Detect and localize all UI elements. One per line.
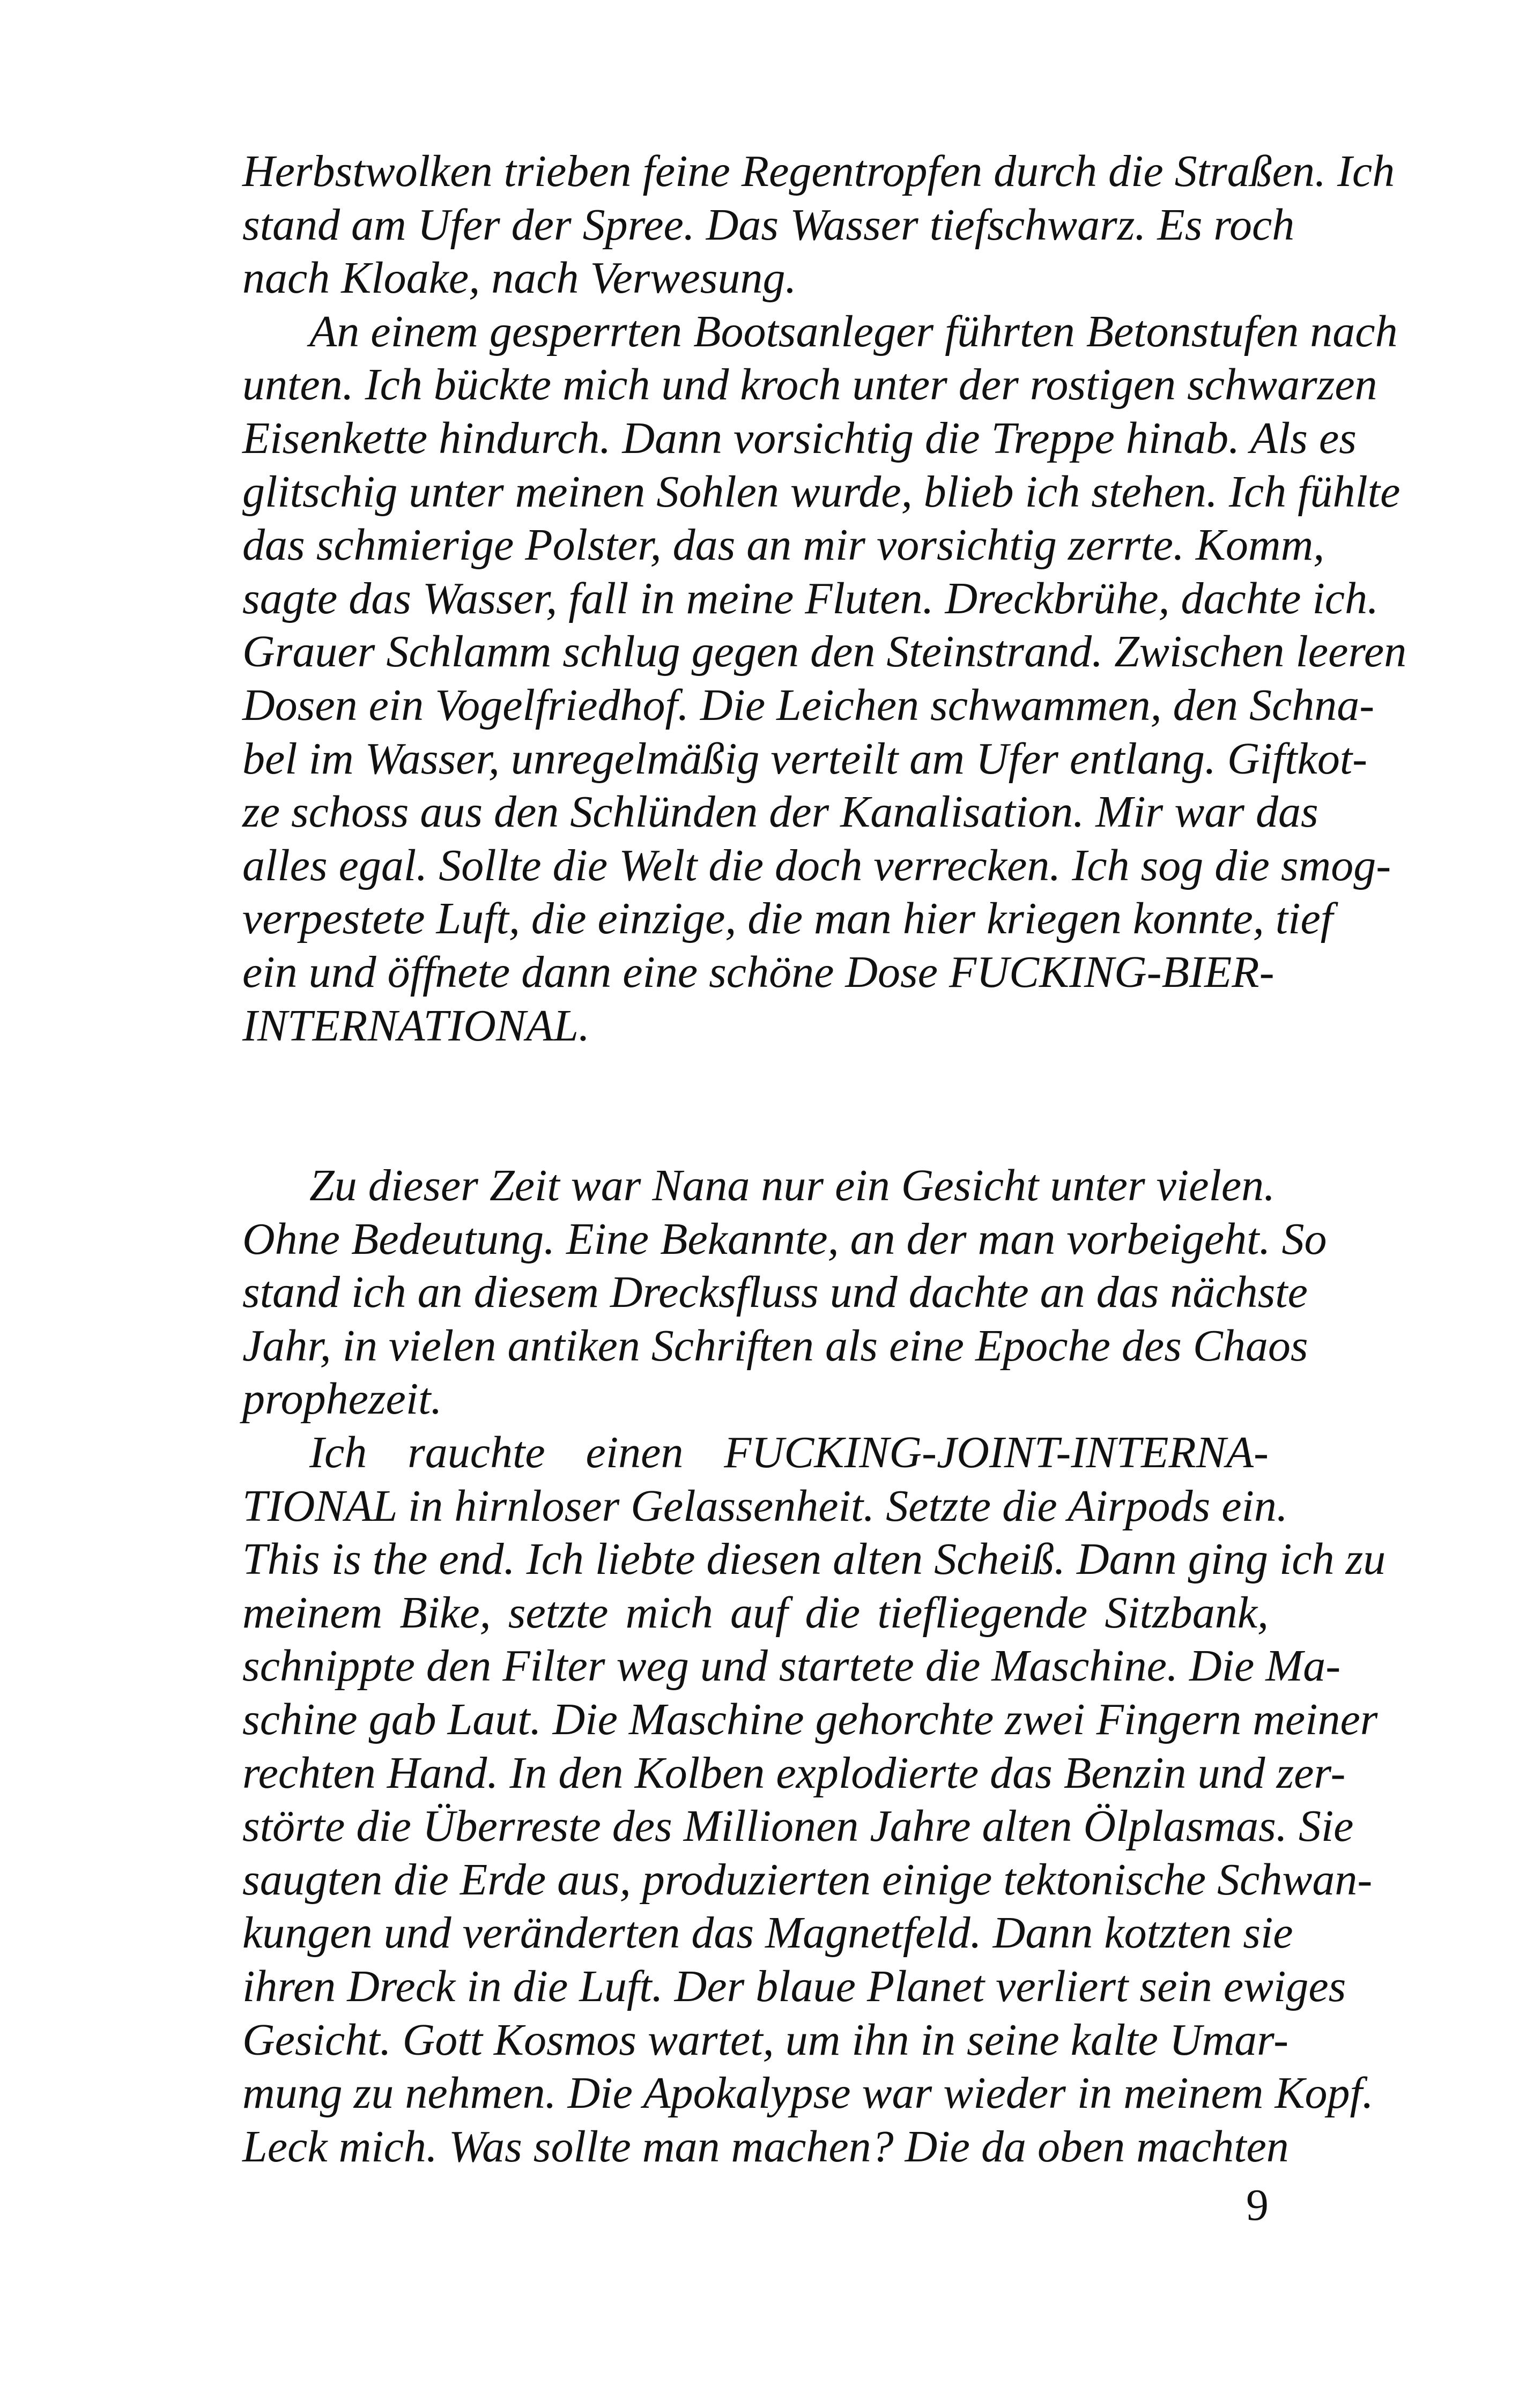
text-line: glitschig unter meinen Sohlen wurde, blieb ich stehen. Ich fühlte: [242, 466, 1401, 517]
text-line: This is the end. Ich liebte diesen alten Scheiß. Dann ging ich zu: [242, 1534, 1386, 1585]
text-line: Ohne Bedeutung. Eine Bekannte, an der man vorbeigeht. So: [242, 1214, 1327, 1264]
text-line: Zu dieser Zeit war Nana nur ein Gesicht unter vielen.: [309, 1161, 1276, 1211]
text-line: INTERNATIONAL.: [242, 1000, 590, 1051]
text-line: rechten Hand. In den Kolben explodierte das Benzin und zer-: [242, 1748, 1346, 1798]
paragraph: [242, 1159, 1327, 1426]
text-line: An einem gesperrten Bootsanleger führten Betonstufen nach: [309, 306, 1398, 356]
text-line: bel im Wasser, unregelmäßig verteilt am Ufer entlang. Giftkot-: [242, 733, 1368, 784]
text-line: TIONAL in hirnloser Gelassenheit. Setzte die Airpods ein.: [242, 1481, 1288, 1531]
text-line: ein und öffnete dann eine schöne Dose FUCKING-BIER-: [242, 947, 1275, 997]
paragraph: [242, 1426, 1386, 2173]
text-line: Herbstwolken trieben feine Regentropfen durch die Straßen. Ich: [242, 146, 1395, 196]
text-line: prophezeit.: [242, 1374, 442, 1424]
text-line: meinem Bike, setzte mich auf die tiefliegende Sitzbank,: [242, 1587, 1269, 1638]
paragraph-gap: [242, 1052, 1269, 1159]
paragraph: [242, 145, 1395, 305]
text-line: Grauer Schlamm schlug gegen den Steinstrand. Zwischen leeren: [242, 627, 1407, 677]
text-line: störte die Überreste des Millionen Jahre alten Ölplasmas. Sie: [242, 1801, 1354, 1852]
text-line: saugten die Erde aus, produzierten einige tektonische Schwan-: [242, 1854, 1373, 1905]
text-line: das schmierige Polster, das an mir vorsichtig zerrte. Komm,: [242, 520, 1325, 570]
text-line: alles egal. Sollte die Welt die doch verrecken. Ich sog die smog-: [242, 840, 1391, 890]
text-line: nach Kloake, nach Verwesung.: [242, 253, 797, 303]
text-line: verpestete Luft, die einzige, die man hier kriegen konnte, tief: [242, 894, 1333, 944]
text-line: ze schoss aus den Schlünden der Kanalisation. Mir war das: [242, 787, 1318, 837]
text-line: kungen und veränderten das Magnetfeld. Dann kotzten sie: [242, 1908, 1293, 1958]
text-line: Ich rauchte einen FUCKING-JOINT-INTERNA-: [309, 1428, 1269, 1478]
text-line: schine gab Laut. Die Maschine gehorchte zwei Fingern meiner: [242, 1694, 1378, 1745]
text-line: unten. Ich bückte mich und kroch unter der rostigen schwarzen: [242, 360, 1377, 410]
text-line: Gesicht. Gott Kosmos wartet, um ihn in seine kalte Umar-: [242, 2015, 1289, 2065]
text-line: Jahr, in vielen antiken Schriften als eine Epoche des Chaos: [242, 1320, 1308, 1371]
page-number: 9: [1246, 2180, 1269, 2230]
paragraph: [242, 305, 1407, 1052]
text-line: Leck mich. Was sollte man machen? Die da oben machten: [242, 2121, 1289, 2172]
text-line: sagte das Wasser, fall in meine Fluten. Dreckbrühe, dachte ich.: [242, 573, 1379, 623]
text-line: mung zu nehmen. Die Apokalypse war wieder in meinem Kopf.: [242, 2068, 1374, 2119]
body-text: [242, 145, 1407, 2173]
text-line: stand ich an diesem Drecksfluss und dachte an das nächste: [242, 1267, 1308, 1318]
text-line: ihren Dreck in die Luft. Der blaue Planet verliert sein ewiges: [242, 1961, 1346, 2011]
text-line: schnippte den Filter weg und startete die Maschine. Die Ma-: [242, 1641, 1341, 1691]
text-line: stand am Ufer der Spree. Das Wasser tiefschwarz. Es roch: [242, 199, 1295, 250]
text-line: Dosen ein Vogelfriedhof. Die Leichen schwammen, den Schna-: [242, 680, 1375, 730]
text-line: Eisenkette hindurch. Dann vorsichtig die Treppe hinab. Als es: [242, 413, 1357, 463]
